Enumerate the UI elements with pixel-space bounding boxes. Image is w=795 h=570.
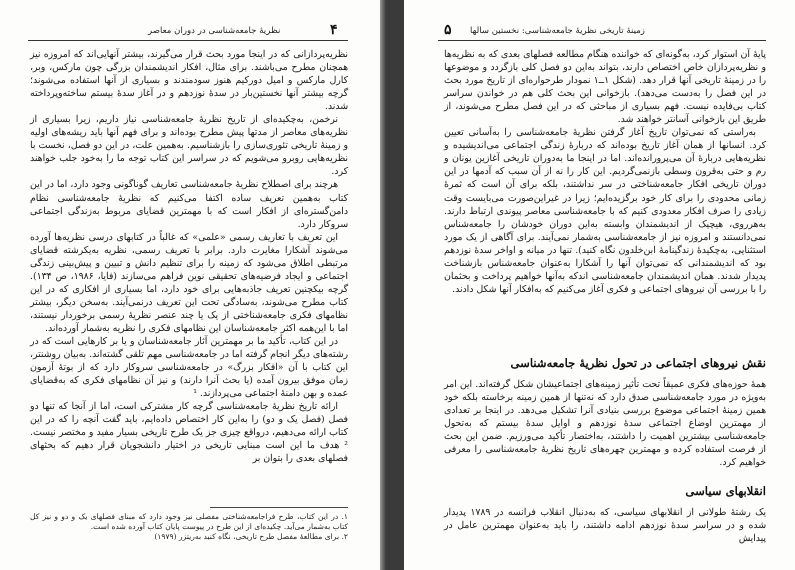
paragraph: نظریه‌پردازانی که در اینجا مورد بحث قرار می‌گیرند، بیشتر آنهایی‌اند که امروزه نیز همچنان مطرح می‌باشند. برای مثال، افکار اندیشمندان بزرگی چون مارکس، وبر، کارل مارکس و امیل دورکیم هنوز سودمندند و بسیاری از آنها استفاده می‌شوند؛ گرچه بیشتر آنها نخستین‌بار در سدهٔ نوزدهم و در آغاز سدهٔ بیستم ساخته‌وپرداخته شدند. xyxy=(30,49,348,113)
paragraph: پایهٔ آن استوار کرد، به‌گونه‌ای که خواننده هنگام مطالعه فصلهای بعدی که به نظریه‌ها و نظریه‌پردازان خاص اختصاص دارند، بتواند به‌این دو فصل کلی بازگردد و موضوعها را در زمینهٔ تاریخی آنها قرار دهد. (شکل ۱ــ۱ نمودار طرحواره‌ای از تاریخ مورد بحث در این فصل را به‌دست می‌دهد). بازخوانی این بحث کلی هم در خواندن سراسر کتاب بی‌فایده نیست. فهم بسیاری از مباحثی که در این فصل مطرح می‌شوند، از طریق این بازخوانی آسانتر خواهند شد. xyxy=(444,49,767,126)
left-page xyxy=(0,0,380,570)
paragraph: ارائه تاریخ نظریهٔ جامعه‌شناسی گرچه کار مشترکی است، اما از آنجا که تنها دو فصل (فصل یک و دو) را به‌این کار اختصاص داده‌ایم، باید گفت آنچه را که در این کتاب ارائه می‌دهیم، درواقع چیزی جز یک طرح تاریخی بسیار مفید و مختصر نیست. ² هدف ما این است مبنایی تاریخی در اختیار دانشجویان قرار دهیم که بحثهای فصلهای بعدی را بتوان بر xyxy=(30,401,348,465)
subsection-heading: انقلابهای سیاسی xyxy=(685,484,766,498)
footnote: ۱. در این کتاب، طرح فراجامعه‌شناختی مفصلی نیز وجود دارد که مبنای فصلهای یک و دو و نیز کل کتاب به‌شمار می‌آید. چکیده‌ای از این طرح در پیوست پایان کتاب آورده شده است. xyxy=(30,512,348,532)
subsection-text xyxy=(444,506,766,545)
header-rule xyxy=(438,40,766,41)
footnote-rule xyxy=(210,507,348,508)
body-text xyxy=(30,48,348,466)
paragraph: این تعریف با تعاریف رسمی «علمی» که غالباً در کتابهای درسی نظریه‌ها آورده می‌شوند آشکارا مغایرت دارد. برابر با تعریف رسمی، نظریه به‌یکرشته قضایای مرتبطی اطلاق می‌شود که زمینه را برای تنظیم دانش و تبیین و پیش‌بینی زندگی اجتماعی و ایجاد فرضیه‌های تحقیقی نوین فراهم می‌سازند (فایا، ۱۹۸۶، ص ۱۳۴). گرچه بیکچنین تعریف جاذبه‌هایی برای خود دارد، اما بسیاری از افکاری که در این کتاب مطرح می‌شوند، به‌سادگی تحت این تعریف درنمی‌آیند. به‌سخن دیگر، بیشتر نظامهای فکری جامعه‌شناختی از یک یا چند عنصر نظریهٔ رسمی برخوردار نیستند، اما با این‌همه اکثر جامعه‌شناسان این نظامهای فکری را نظریه به‌شمار آورده‌اند. xyxy=(30,231,348,334)
right-page xyxy=(404,0,795,570)
footnotes xyxy=(30,512,348,543)
running-header: زمینهٔ تاریخی نظریهٔ جامعه‌شناسی: نخستین سالها xyxy=(470,26,645,36)
paragraph: در این کتاب، تأکید ما بر مهمترین آثار جامعه‌شناسان و یا بر کارهایی است که در رشته‌های دیگر انجام گرفته اما در جامعه‌شناسی مهم تلقی گشته‌اند. به‌بیان روشنتر، این کتاب با آن «افکار بزرگ» در جامعه‌شناسی سروکار دارد که از بوتهٔ آزمون زمان موفق بیرون آمده (یا بحث آنرا دارند) و نیز آن نظامهای فکری که به‌قضایای عمده و بهن دامنهٔ اجتماعی می‌پردازند. ¹ xyxy=(30,336,348,400)
running-header: نظریهٔ جامعه‌شناسی در دوران معاصر xyxy=(148,26,281,36)
section-heading: نقش نیروهای اجتماعی در تحول نظریهٔ جامعه‌شناسی xyxy=(510,356,766,370)
page-number: ۵ xyxy=(444,22,452,38)
paragraph: هرچند برای اصطلاح نظریهٔ جامعه‌شناسی تعاریف گوناگونی وجود دارد، اما در این کتاب به‌همین تعریف ساده اکتفا می‌کنیم که نظریهٔ جامعه‌شناسی نظام دامن‌گستره‌ای از افکار است که با مهمترین قضایای مربوط به‌زندگی اجتماعی سروکار دارد. xyxy=(30,179,348,230)
section-text xyxy=(444,378,766,469)
paragraph: یک رشتهٔ طولانی از انقلابهای سیاسی، که به‌دنبال انقلاب فرانسه در ۱۷۸۹ پدیدار شده و در سراسر سدهٔ نوزدهم ادامه داشتند، را باید به‌عنوان مهمترین عامل در پیدایش xyxy=(444,507,766,545)
paragraph: به‌راستی که نمی‌توان تاریخ آغاز گرفتن نظریهٔ جامعه‌شناسی را به‌آسانی تعیین کرد. انسانها از همان آغاز تاریخ بوده‌اند که دربارهٔ زندگی اجتماعی می‌اندیشیده و نظریه‌هایی دربارهٔ آن می‌پرورانده‌اند. اما در اینجا ما به‌دوران تاریخی آغازین یونان و رم و حتی به‌قرون وسطی بازنمی‌گردیم. این کار را نه از آن سبب که آدمها در این دوران تاریخی افکار جامعه‌شناختی در سر نداشتند، بلکه برای آن است که ثمرهٔ زمانی محدودی را برای کار خود برگزیده‌ایم؛ زیرا در غیراین‌صورت می‌بایست وقت زیادی را صرف افکار معدودی کنیم که با جامعه‌شناسی معاصر پیوندی ارتباط دارند. به‌هرروی، هیچیک از اندیشمندان وابسته به‌این دوران خودشان را جامعه‌شناس نمی‌دانستند و امروزه نیز از جامعه‌شناسی به‌شمار نمی‌آیند. برای آگاهی از یک مورد استثنایی، به‌چکیدهٔ زندگینامهٔ ابن‌خلدون نگاه کنید). تنها در میانه و اواخر سدهٔ نوزدهم بود که اندیشمندانی که نمی‌توان آنها را آشکارا به‌عنوان جامعه‌شناس بازشناخت پدیدار شدند. همان اندیشمندان جامعه‌شناسی اندکه به‌آنها خواهیم پرداخت و بحثمان را با بررسی آن نیروهای اجتماعی و فکری آغاز می‌کنیم که به‌افکار آنها شکل دادند. xyxy=(444,127,766,295)
paragraph: نرخمن، به‌چکیده‌ای از تاریخ نظریهٔ جامعه‌شناسی نیاز داریم، زیرا بسیاری از نظریه‌های معاصر از مدتها پیش مطرح بوده‌اند و برای فهم آنها باید ریشه‌های اولیه و زمینهٔ تاریخی تئوری‌سازی را بازشناسیم. به‌همین علت، در این دو فصل، نخست با نظریه‌هایی روبرو می‌شویم که در سراسر این کتاب توجه ما را به‌خود جلب خواهند کرد. xyxy=(30,114,348,178)
header-rule xyxy=(28,40,348,41)
footnote: ۲. برای مطالعهٔ مفصل طرح تاریخی، نگاه کنید به‌ریتزر (۱۹۷۹) xyxy=(154,532,348,542)
page-number: ۴ xyxy=(330,22,338,38)
body-text xyxy=(444,48,766,296)
gutter-shadow xyxy=(380,0,386,570)
paragraph: همهٔ حوزه‌های فکری عمیقاً تحت تأثیر زمینه‌های اجتماعیشان شکل گرفته‌اند. این امر به‌ویژه در مورد جامعه‌شناسی صدق دارد که نه‌تنها از همین زمینه برخاسته بلکه خود همین زمینهٔ اجتماعی موضوع بررسی بنیادی آنرا تشکیل می‌دهد. در اینجا بر تعدادی از مهمترین اوضاع اجتماعی سدهٔ نوزدهم و اوایل سدهٔ بیستم که به‌تحول جامعه‌شناسی بیشترین اهمیت را داشتند، به‌اختصار تأکید می‌ورزیم. ضمن این بحث از فرصت استفاده کرده و مهمترین چهره‌های تاریخ نظریهٔ جامعه‌شناسی را معرفی خواهیم کرد. xyxy=(444,379,766,469)
